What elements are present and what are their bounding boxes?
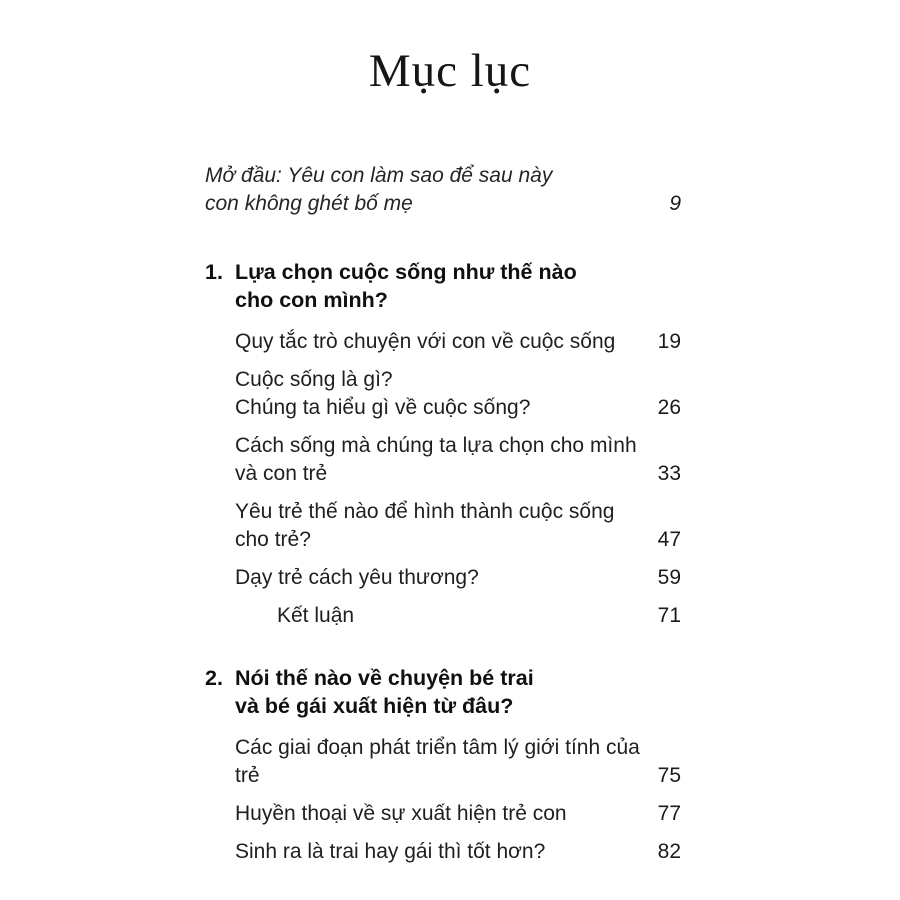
section-1-heading [205,258,681,314]
toc-entry [235,734,681,790]
page-number: 82 [657,840,681,863]
entry-line: Kết luận [277,604,355,627]
section-number: 2. [205,666,223,690]
entry-text [235,602,650,630]
section-2-heading [205,664,681,720]
entry-line: Huyền thoại về sự xuất hiện trẻ con [235,802,567,825]
entry-line: và con trẻ [235,462,328,485]
entry-line: Quy tắc trò chuyện với con về cuộc sống [235,330,616,353]
page-number: 9 [669,192,681,215]
entry-line: Chúng ta hiểu gì về cuộc sống? [235,396,531,419]
page-number: 47 [657,528,681,551]
section-title-line: và bé gái xuất hiện từ đâu? [235,694,514,718]
page-number: 71 [657,604,681,627]
section-title-line: Nói thế nào về chuyện bé trai [235,666,534,690]
toc-entry [235,602,681,630]
entry-line: Cuộc sống là gì? [235,368,393,391]
entry-text [235,564,650,592]
entry-text [235,432,650,488]
page-number: 33 [657,462,681,485]
toc-entry [235,838,681,866]
toc-entry [235,366,681,422]
toc-list [205,162,681,866]
section-1-items [235,328,681,630]
page-number: 75 [657,764,681,787]
entry-line: Các giai đoạn phát triển tâm lý giới tính của trẻ [235,736,640,787]
page-number: 59 [657,566,681,589]
page-number: 26 [657,396,681,419]
toc-entry [235,498,681,554]
entry-line: Dạy trẻ cách yêu thương? [235,566,479,589]
entry-line: cho trẻ? [235,528,311,551]
entry-text [235,838,650,866]
entry-line: Yêu trẻ thế nào để hình thành cuộc sống [235,500,615,523]
entry-text [235,366,650,422]
entry-text [235,734,650,790]
section-number: 1. [205,260,223,284]
section-title [235,664,534,720]
page-title: Mục lục [368,45,532,97]
toc-entry [235,800,681,828]
entry-line: Sinh ra là trai hay gái thì tốt hơn? [235,840,546,863]
entry-text [235,498,650,554]
toc-intro-entry [205,162,681,218]
entry-text [235,328,650,356]
entry-line: Cách sống mà chúng ta lựa chọn cho mình [235,434,637,457]
entry-text [235,800,650,828]
page-number: 19 [657,330,681,353]
toc-entry [235,564,681,592]
section-title-line: Lựa chọn cuộc sống như thế nào [235,260,577,284]
section-title [235,258,577,314]
intro-text [205,162,661,218]
toc-entry [235,328,681,356]
entry-line: con không ghét bố mẹ [205,192,413,215]
section-title-line: cho con mình? [235,288,388,312]
page-number: 77 [657,802,681,825]
toc-entry [235,432,681,488]
section-2-items [235,734,681,866]
entry-line: Mở đầu: Yêu con làm sao để sau này [205,164,553,187]
